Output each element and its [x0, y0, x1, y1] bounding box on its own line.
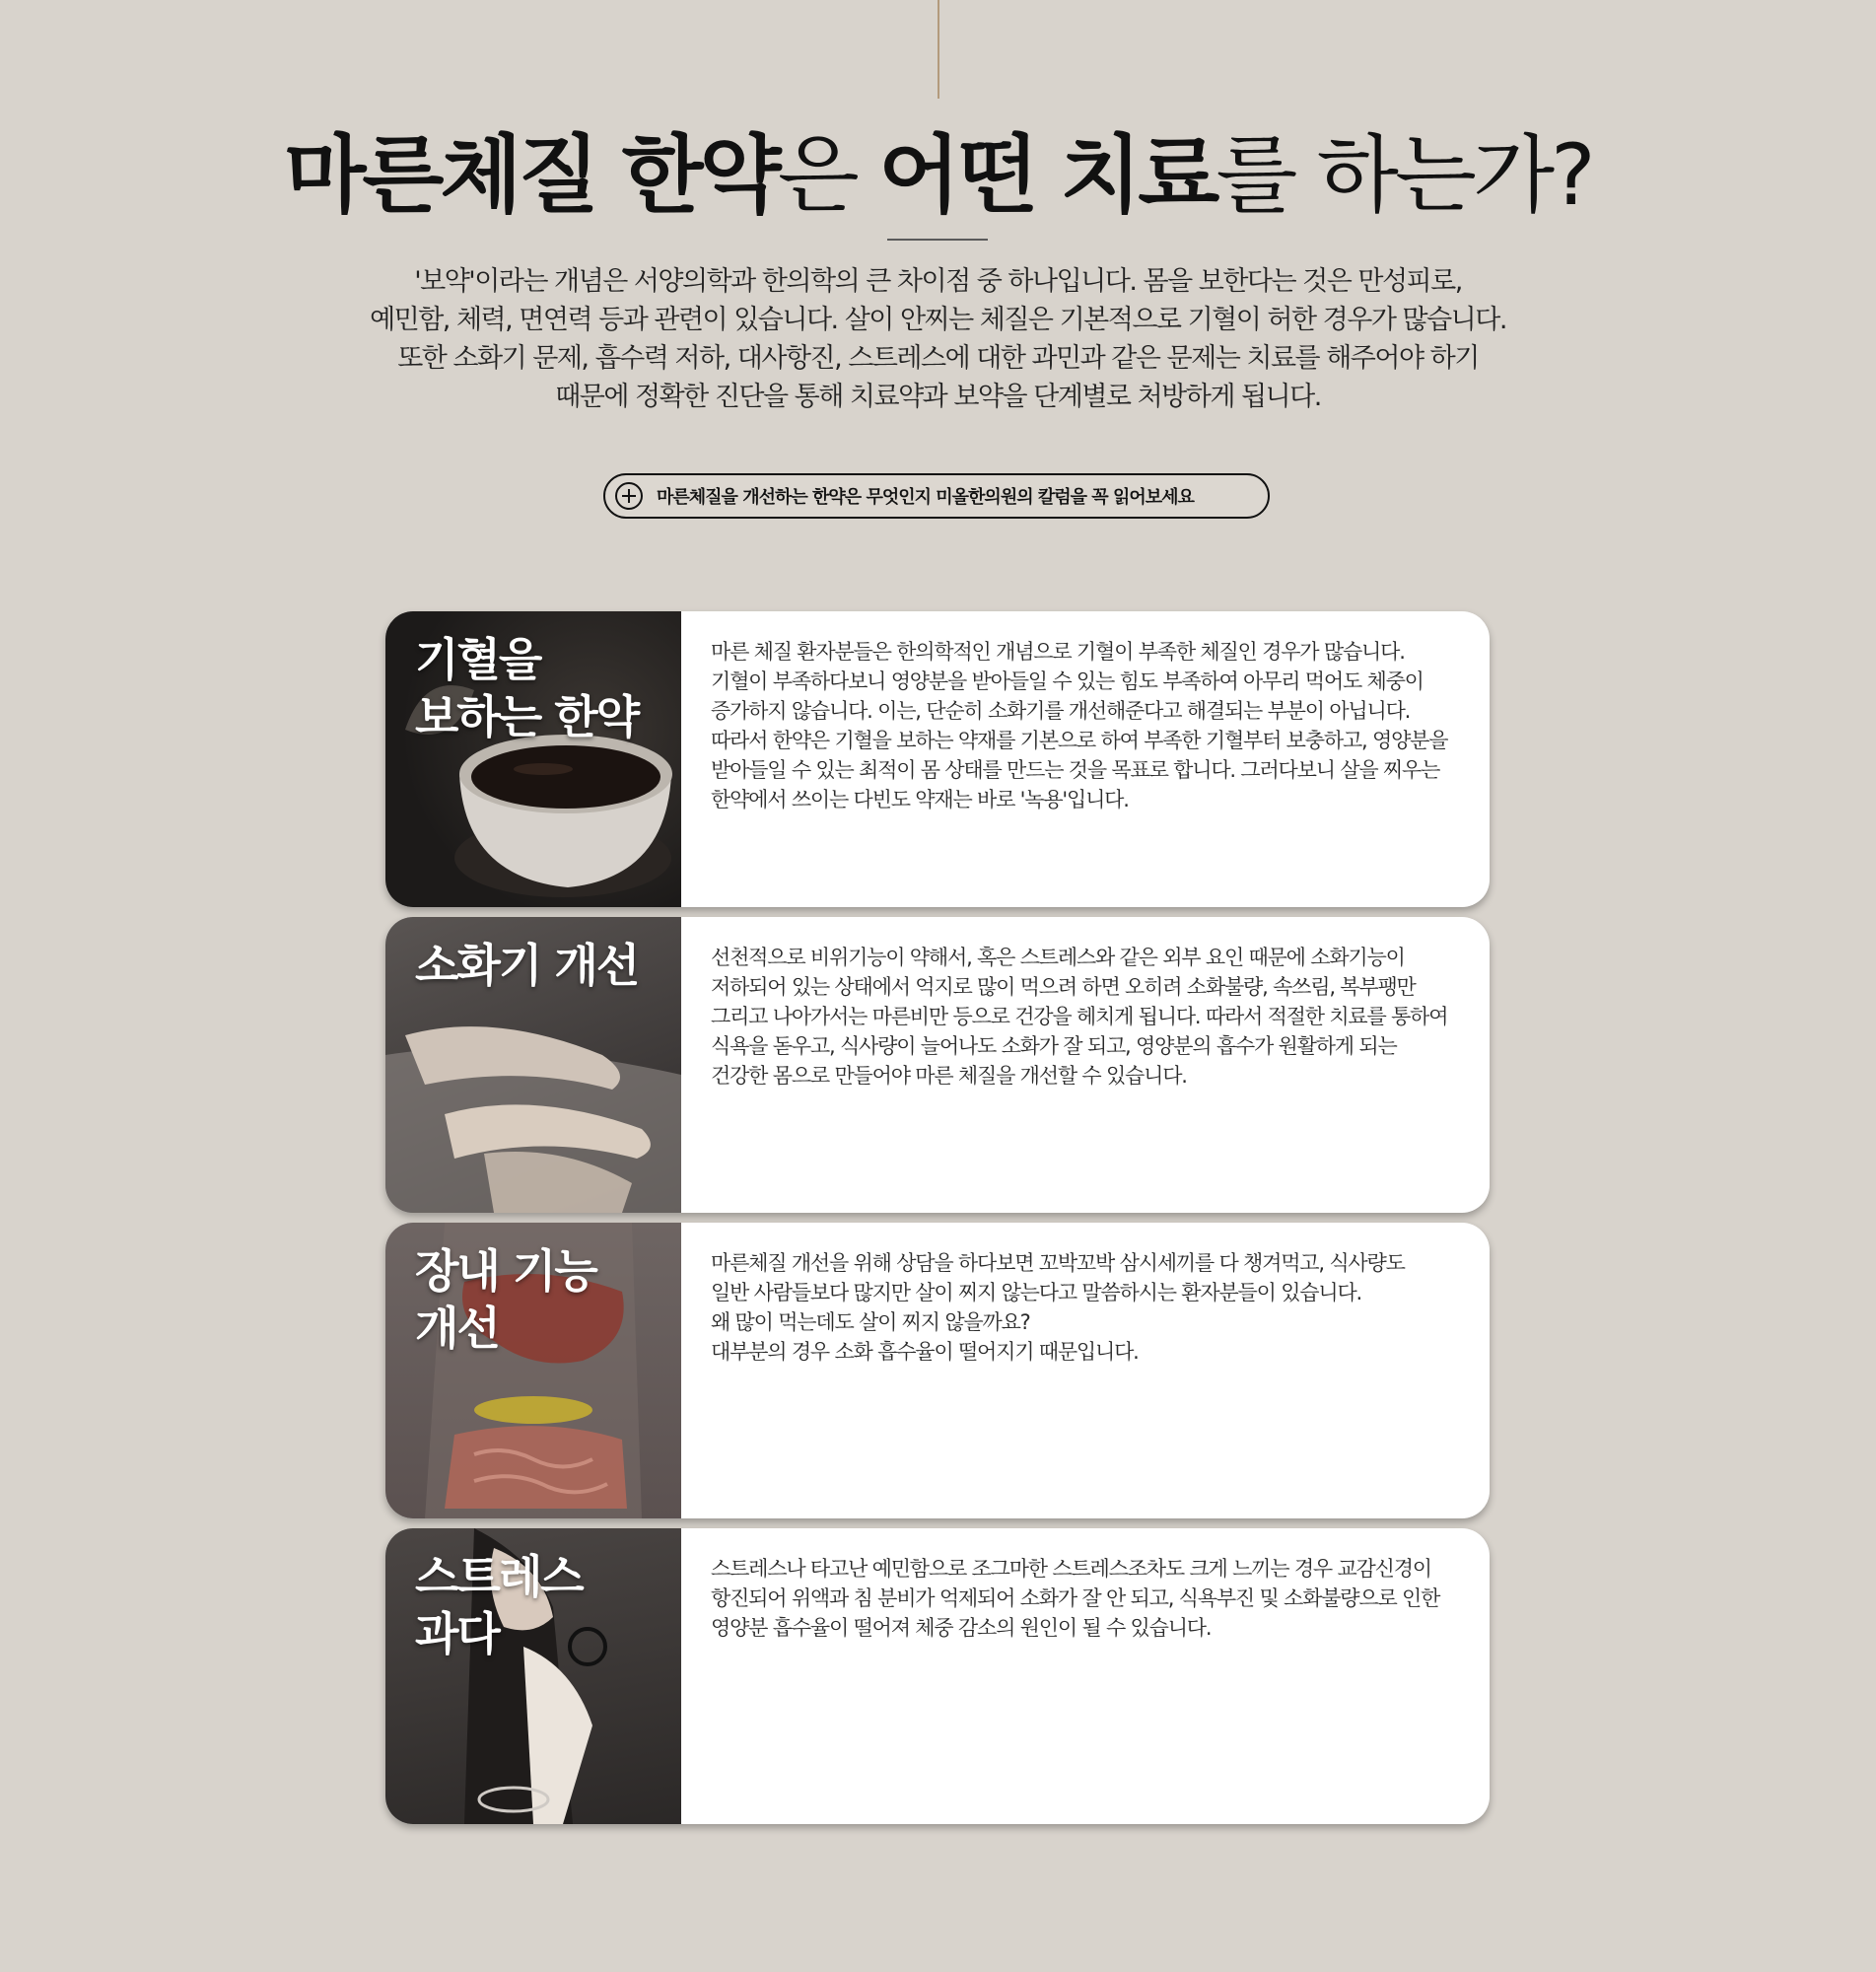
plus-circle-icon: [615, 482, 643, 510]
card-description: 스트레스나 타고난 예민함으로 조그마한 스트레스조차도 크게 느끼는 경우 교감신경이 항진되어 위액과 침 분비가 억제되어 소화가 잘 안 되고, 식욕부진 및 소화불량으로 인한 영양분 흡수율이 떨어져 체중 감소의 원인이 될 수 있습니다.: [711, 1557, 1440, 1640]
card-title: 기혈을 보하는 한약: [415, 633, 639, 743]
stressed-person-image: [385, 1528, 681, 1824]
title-divider: [887, 239, 988, 241]
page-title: [0, 126, 1876, 225]
column-link-label: 마른체질을 개선하는 한약은 무엇인지 미올한의원의 칼럼을 꼭 읽어보세요: [657, 487, 1194, 508]
card-title: 장내 기능 개선: [415, 1244, 596, 1355]
digestive-organs-image: [385, 1223, 681, 1518]
title-emphasis-1: 마른체질 한약: [284, 126, 778, 225]
intro-line: 또한 소화기 문제, 흡수력 저하, 대사항진, 스트레스에 대한 과민과 같은 문제는 치료를 해주어야 하기: [397, 343, 1479, 374]
card-title: 스트레스 과다: [415, 1550, 583, 1660]
treatment-card-gut-function: [385, 1223, 1490, 1518]
title-emphasis-2: 어떤 치료: [878, 126, 1216, 225]
intro-line: 예민함, 체력, 면연력 등과 관련이 있습니다. 살이 안찌는 체질은 기본적으로 기혈이 허한 경우가 많습니다.: [370, 305, 1506, 335]
treatment-card-qi-blood: [385, 611, 1490, 907]
title-text-2: 를 하는가?: [1216, 126, 1592, 225]
treatment-card-digestion: [385, 917, 1490, 1213]
card-description: 마른 체질 환자분들은 한의학적인 개념으로 기혈이 부족한 체질인 경우가 많습니다. 기혈이 부족하다보니 영양분을 받아들일 수 있는 힘도 부족하여 아무리 먹어도 체중이 증가하지 않습니다. 이는, 단순히 소화기를 개선해준다고 해결되는 부분이 아닙니다. 따라서 한약은 기혈을 보하는 약재를 기본으로 하여 부족한 기혈부터 보충하고, 영양분을 받아들일 수 있는 최적이 몸 상태를 만드는 것을 목표로 합니다. 그러다보니 살을 찌우는 한약에서 쓰이는 다빈도 약재는 바로 '녹용'입니다.: [711, 640, 1448, 811]
stomach-hands-image: [385, 917, 681, 1213]
intro-line: 때문에 정확한 진단을 통해 치료약과 보약을 단계별로 처방하게 됩니다.: [555, 382, 1321, 412]
card-description: 선천적으로 비위기능이 약해서, 혹은 스트레스와 같은 외부 요인 때문에 소화기능이 저하되어 있는 상태에서 억지로 많이 먹으려 하면 오히려 소화불량, 속쓰림, 복부팽만 그리고 나아가서는 마른비만 등으로 건강을 헤치게 됩니다. 따라서 적절한 치료를 통하여 식욕을 돋우고, 식사량이 늘어나도 소화가 잘 되고, 영양분의 흡수가 원활하게 되는 건강한 몸으로 만들어야 마른 체질을 개선할 수 있습니다.: [711, 946, 1448, 1088]
column-link-button[interactable]: [603, 473, 1270, 519]
title-text-1: 은: [777, 126, 879, 225]
card-title: 소화기 개선: [415, 939, 639, 992]
card-description: 마른체질 개선을 위해 상담을 하다보면 꼬박꼬박 삼시세끼를 다 챙겨먹고, 식사량도 일반 사람들보다 많지만 살이 찌지 않는다고 말씀하시는 환자분들이 있습니다. 왜 많이 먹는데도 살이 찌지 않을까요? 대부분의 경우 소화 흡수율이 떨어지기 때문입니다.: [711, 1251, 1405, 1364]
decorative-top-line: [938, 0, 939, 99]
herbal-tea-image: [385, 611, 681, 907]
intro-paragraph: [325, 262, 1551, 416]
intro-line: '보약'이라는 개념은 서양의학과 한의학의 큰 차이점 중 하나입니다. 몸을 보한다는 것은 만성피로,: [414, 266, 1462, 297]
treatment-card-stress: [385, 1528, 1490, 1824]
